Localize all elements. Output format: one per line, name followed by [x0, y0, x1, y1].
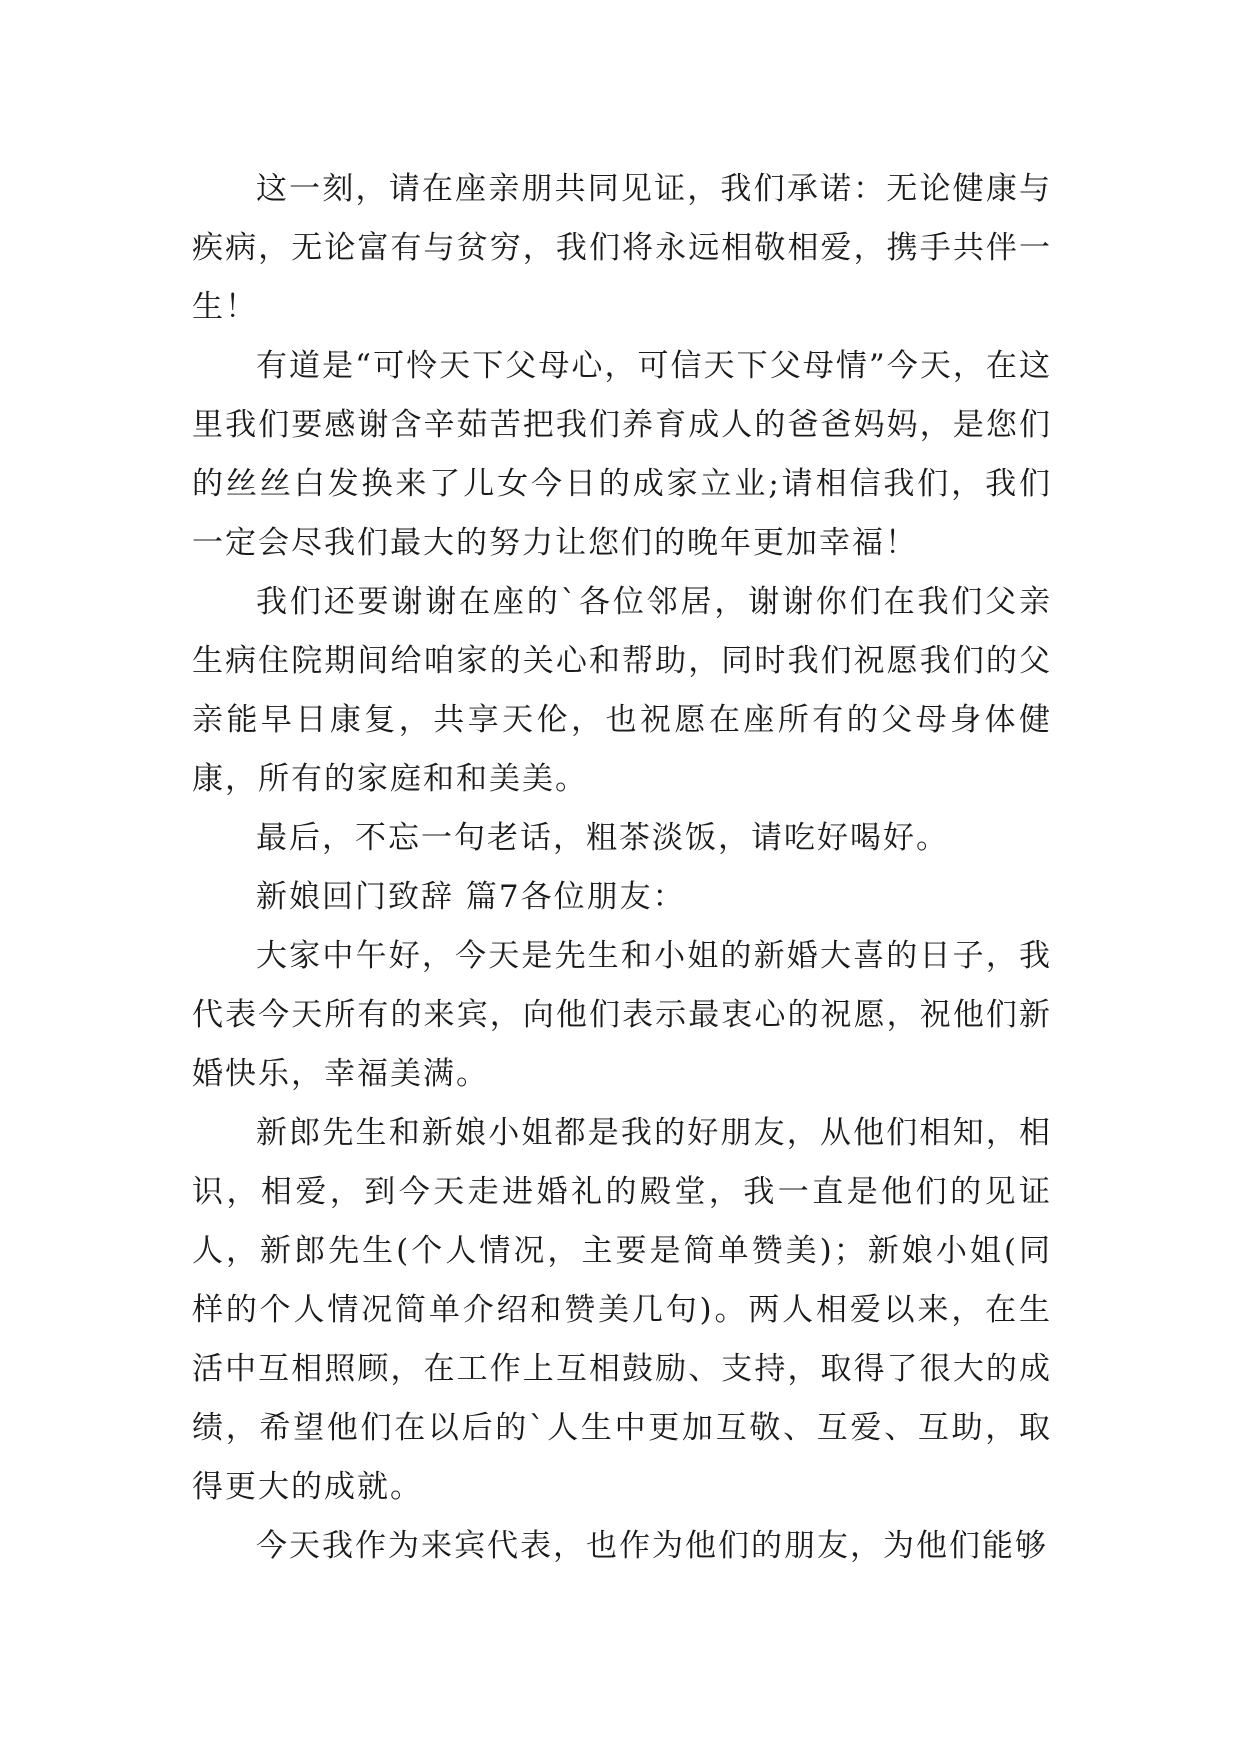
- document-body: [192, 160, 1052, 1576]
- paragraph-thanks-parents: 有道是“可怜天下父母心，可信天下父母情”今天，在这里我们要感谢含辛茹苦把我们养育成人的爸爸妈妈，是您们的丝丝白发换来了儿女今日的成家立业;请相信我们，我们一定会尽我们最大的努力让您们的晚年更加幸福！: [192, 348, 1052, 561]
- paragraph-closing: 最后，不忘一句老话，粗茶淡饭，请吃好喝好。: [256, 820, 949, 856]
- paragraph-couple-intro: 新郎先生和新娘小姐都是我的好朋友，从他们相知，相识，相爱，到今天走进婚礼的殿堂，我一直是他们的见证人，新郎先生(个人情况，主要是简单赞美)；新娘小姐(同样的个人情况简单介绍和赞美几句)。两人相爱以来，在生活中互相照顾，在工作上互相鼓励、支持，取得了很大的成绩，希望他们在以后的`人生中更加互敬、互爱、互助，取得更大的成就。: [192, 1115, 1052, 1505]
- paragraph-thanks-neighbors: 我们还要谢谢在座的`各位邻居，谢谢你们在我们父亲生病住院期间给咱家的关心和帮助，同时我们祝愿我们的父亲能早日康复，共享天伦，也祝愿在座所有的父母身体健康，所有的家庭和和美美。: [192, 584, 1052, 797]
- paragraph-greeting: 大家中午好，今天是先生和小姐的新婚大喜的日子，我代表今天所有的来宾，向他们表示最衷心的祝愿，祝他们新婚快乐，幸福美满。: [192, 938, 1052, 1092]
- paragraph-guest-representative: 今天我作为来宾代表，也作为他们的朋友，为他们能够: [256, 1528, 1048, 1564]
- section-heading: 新娘回门致辞 篇7各位朋友：: [256, 879, 686, 915]
- paragraph-vows: 这一刻，请在座亲朋共同见证，我们承诺：无论健康与疾病，无论富有与贫穷，我们将永远相敬相爱，携手共伴一生！: [192, 171, 1052, 325]
